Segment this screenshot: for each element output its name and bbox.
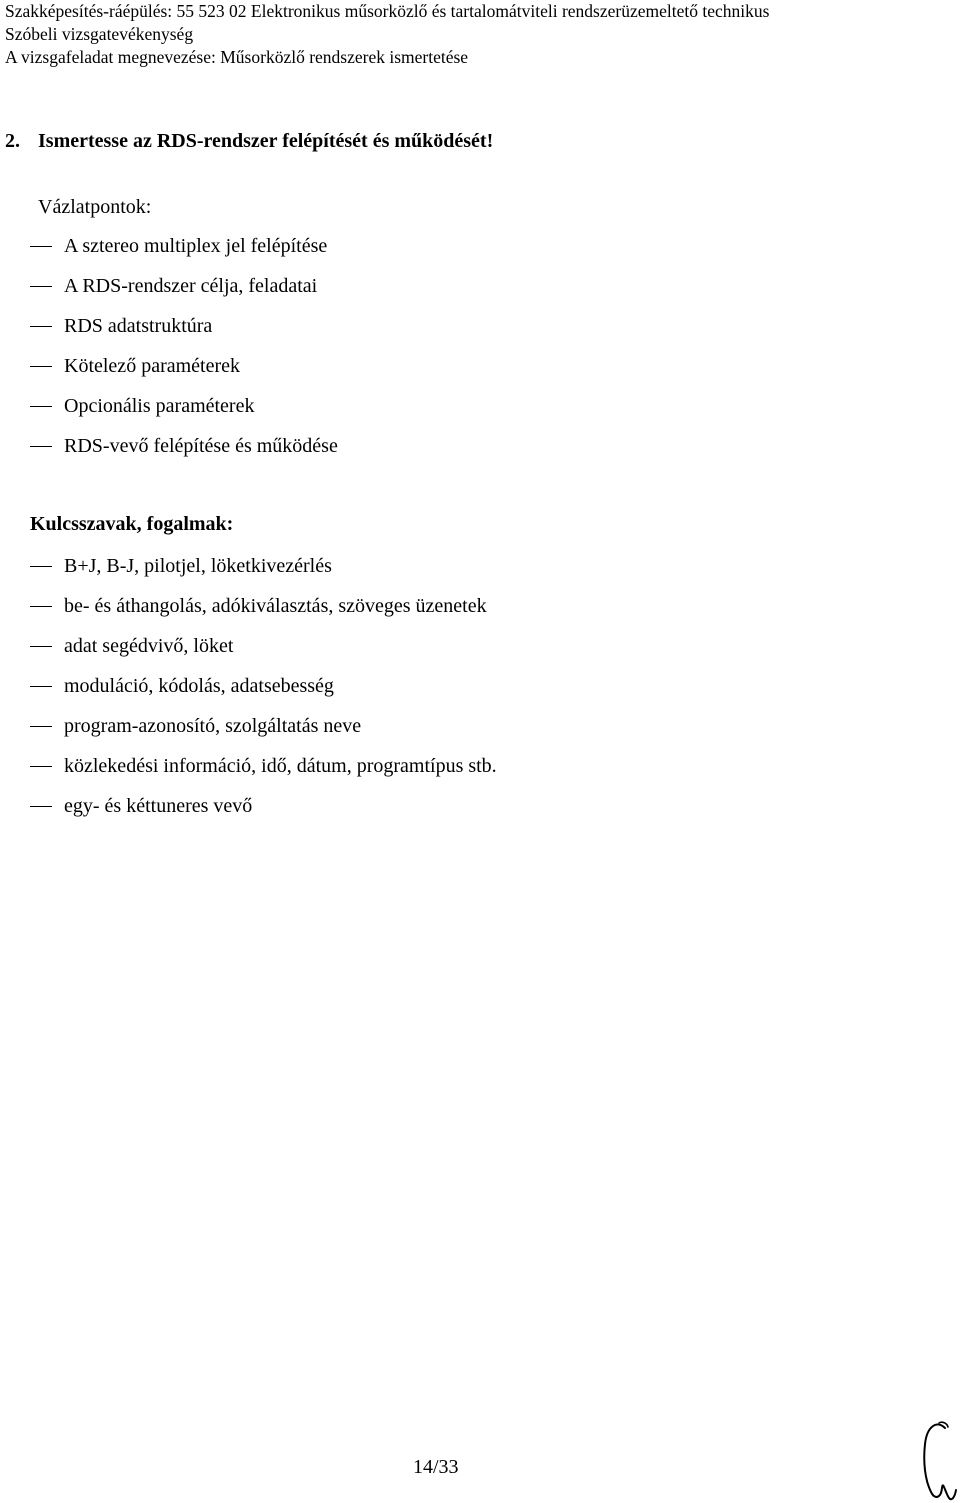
list-item-text: be- és áthangolás, adókiválasztás, szöveges üzenetek: [64, 595, 487, 617]
question-number: 2.: [5, 130, 20, 152]
list-item: [30, 312, 338, 352]
list-item-text: RDS-vevő felépítése és működése: [64, 435, 338, 457]
dash-bullet-icon: [30, 686, 52, 687]
dash-bullet-icon: [30, 766, 52, 767]
dash-bullet-icon: [30, 246, 52, 247]
dash-bullet-icon: [30, 606, 52, 607]
list-item-text: adat segédvivő, löket: [64, 635, 234, 657]
handwritten-signature: [915, 1418, 960, 1503]
list-item: [30, 752, 497, 792]
list-item-text: A sztereo multiplex jel felépítése: [64, 235, 328, 257]
dash-bullet-icon: [30, 446, 52, 447]
keywords-list: [30, 552, 497, 832]
question-heading: [5, 130, 493, 153]
dash-bullet-icon: [30, 366, 52, 367]
list-item: [30, 392, 338, 432]
list-item: [30, 792, 497, 832]
outline-list: [30, 232, 338, 472]
header-exam-type: Szóbeli vizsgatevékenység: [5, 24, 194, 44]
dash-bullet-icon: [30, 286, 52, 287]
list-item: [30, 352, 338, 392]
dash-bullet-icon: [30, 806, 52, 807]
list-item-text: program-azonosító, szolgáltatás neve: [64, 715, 362, 737]
dash-bullet-icon: [30, 726, 52, 727]
question-text: Ismertesse az RDS-rendszer felépítését és működését!: [38, 130, 494, 152]
list-item-text: moduláció, kódolás, adatsebesség: [64, 675, 334, 697]
list-item: [30, 232, 338, 272]
list-item: [30, 432, 338, 472]
list-item-text: RDS adatstruktúra: [64, 315, 213, 337]
document-header: [5, 0, 769, 69]
outline-title: Vázlatpontok:: [38, 196, 152, 218]
list-item-text: közlekedési információ, idő, dátum, programtípus stb.: [64, 755, 497, 777]
list-item: [30, 592, 497, 632]
dash-bullet-icon: [30, 646, 52, 647]
header-qualification: Szakképesítés-ráépülés: 55 523 02 Elektronikus műsorközlő és tartalomátviteli rendszerüzemeltető technikus: [5, 1, 770, 21]
header-task-name: A vizsgafeladat megnevezése: Műsorközlő rendszerek ismertetése: [5, 47, 469, 67]
page-number: 14/33: [413, 1456, 459, 1478]
dash-bullet-icon: [30, 326, 52, 327]
list-item-text: A RDS-rendszer célja, feladatai: [64, 275, 318, 297]
dash-bullet-icon: [30, 406, 52, 407]
dash-bullet-icon: [30, 566, 52, 567]
list-item: [30, 272, 338, 312]
list-item: [30, 712, 497, 752]
list-item: [30, 632, 497, 672]
list-item: [30, 552, 497, 592]
list-item-text: egy- és kéttuneres vevő: [64, 795, 253, 817]
keywords-title: Kulcsszavak, fogalmak:: [30, 513, 234, 535]
list-item-text: Opcionális paraméterek: [64, 395, 255, 417]
list-item-text: B+J, B-J, pilotjel, löketkivezérlés: [64, 555, 332, 577]
list-item: [30, 672, 497, 712]
list-item-text: Kötelező paraméterek: [64, 355, 241, 377]
